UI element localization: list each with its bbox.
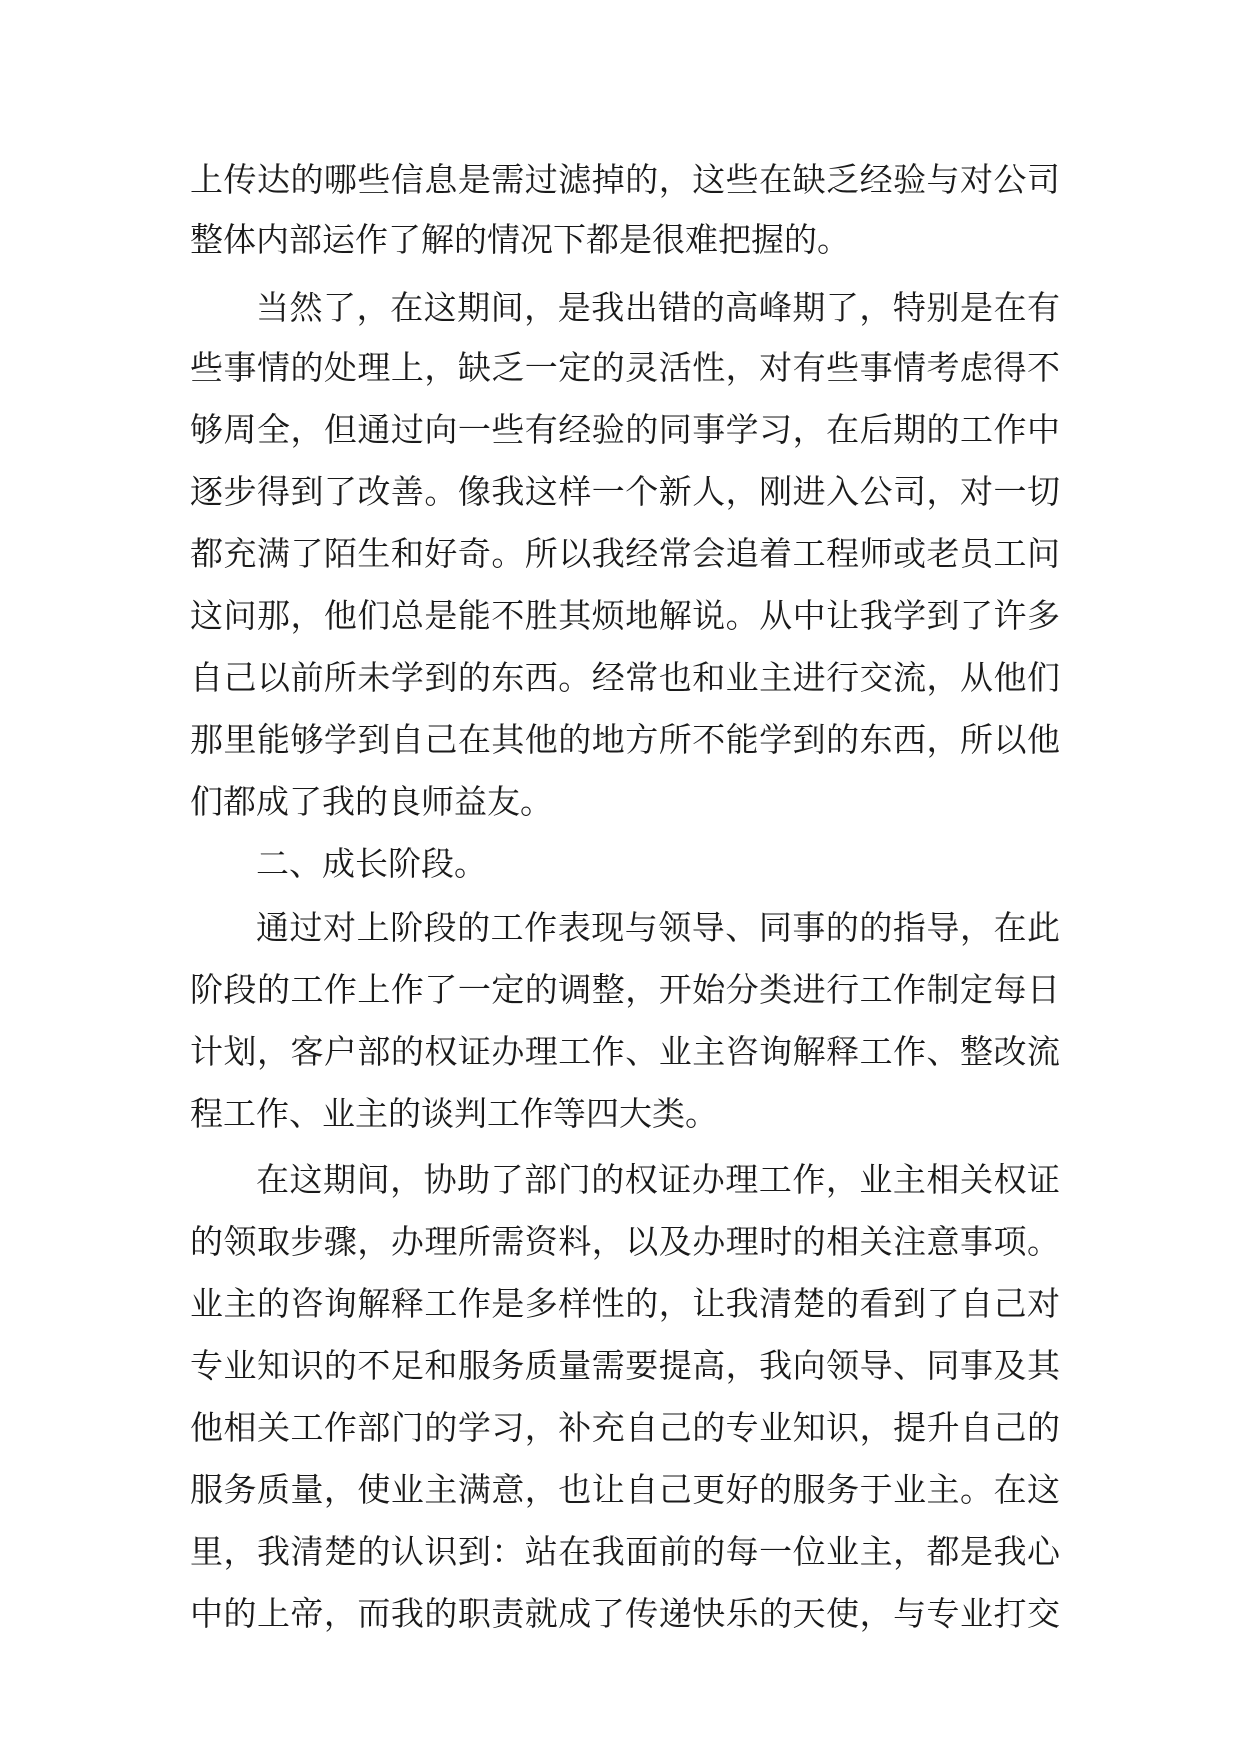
- text-line: 在这期间，协助了部门的权证办理工作，业主相关权证: [256, 1160, 1060, 1199]
- text-line: 当然了，在这期间，是我出错的高峰期了，特别是在有: [256, 288, 1060, 327]
- text-line: 都充满了陌生和好奇。所以我经常会追着工程师或老员工问: [190, 534, 1060, 573]
- text-line: 业主的咨询解释工作是多样性的，让我清楚的看到了自己对: [190, 1284, 1060, 1323]
- text-line: 程工作、业主的谈判工作等四大类。: [190, 1094, 718, 1133]
- text-line: 计划，客户部的权证办理工作、业主咨询解释工作、整改流: [190, 1032, 1060, 1071]
- text-line: 阶段的工作上作了一定的调整，开始分类进行工作制定每日: [190, 970, 1060, 1009]
- text-line: 们都成了我的良师益友。: [190, 782, 553, 821]
- text-line: 里，我清楚的认识到：站在我面前的每一位业主，都是我心: [190, 1532, 1060, 1571]
- text-line: 够周全，但通过向一些有经验的同事学习，在后期的工作中: [190, 410, 1060, 449]
- text-line: 专业知识的不足和服务质量需要提高，我向领导、同事及其: [190, 1346, 1060, 1385]
- text-line: 通过对上阶段的工作表现与领导、同事的的指导，在此: [256, 908, 1060, 947]
- text-line: 中的上帝，而我的职责就成了传递快乐的天使，与专业打交: [190, 1594, 1060, 1633]
- text-line: 些事情的处理上，缺乏一定的灵活性，对有些事情考虑得不: [190, 348, 1060, 387]
- text-line: 这问那，他们总是能不胜其烦地解说。从中让我学到了许多: [190, 596, 1060, 635]
- text-line: 整体内部运作了解的情况下都是很难把握的。: [190, 220, 850, 259]
- text-line: 上传达的哪些信息是需过滤掉的，这些在缺乏经验与对公司: [190, 160, 1060, 199]
- text-line: 逐步得到了改善。像我这样一个新人，刚进入公司，对一切: [190, 472, 1060, 511]
- section-heading: 二、成长阶段。: [256, 844, 487, 883]
- text-line: 的领取步骤，办理所需资料，以及办理时的相关注意事项。: [190, 1222, 1060, 1261]
- text-line: 服务质量，使业主满意，也让自己更好的服务于业主。在这: [190, 1470, 1060, 1509]
- text-line: 他相关工作部门的学习，补充自己的专业知识，提升自己的: [190, 1408, 1060, 1447]
- text-line: 自己以前所未学到的东西。经常也和业主进行交流，从他们: [190, 658, 1060, 697]
- text-line: 那里能够学到自己在其他的地方所不能学到的东西，所以他: [190, 720, 1060, 759]
